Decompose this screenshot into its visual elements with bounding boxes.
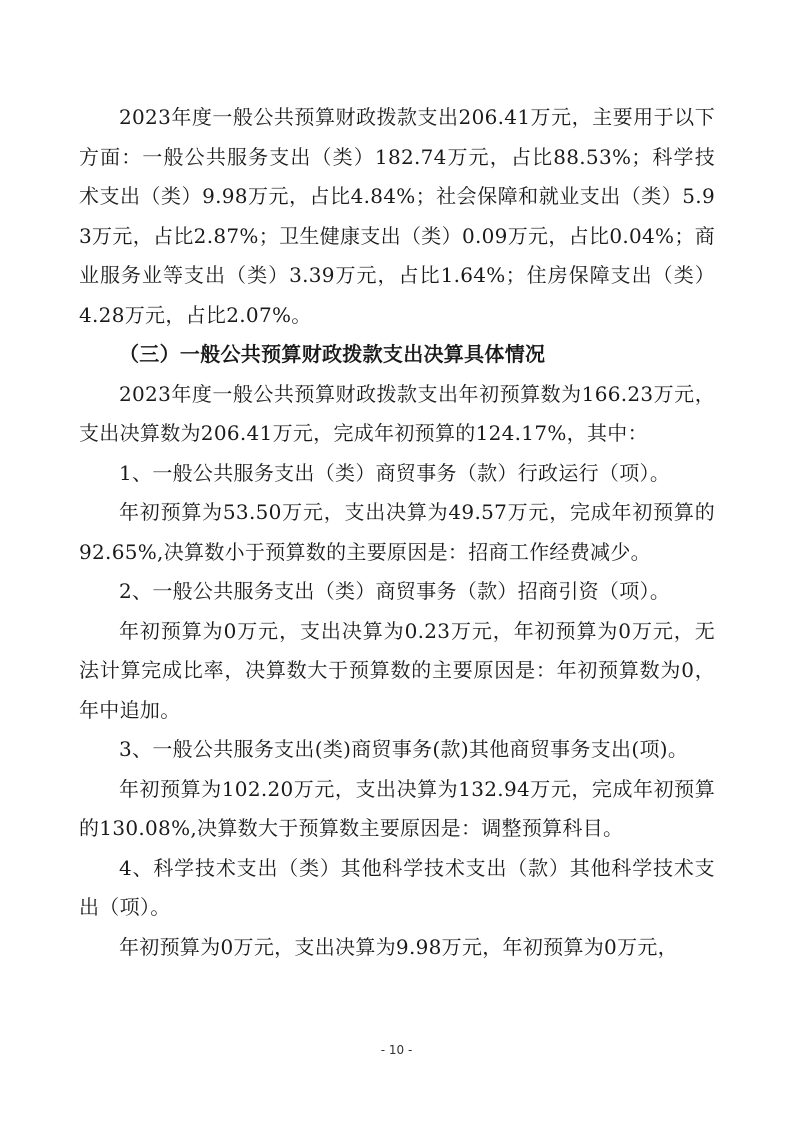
item-1-title: 1、一般公共服务支出（类）商贸事务（款）行政运行（项）。 xyxy=(119,460,671,485)
item-4-title: 4、科学技术支出（类）其他科学技术支出（款）其他科学技术支出（项）。 xyxy=(79,855,715,919)
paragraph-budget-overview: 2023年度一般公共预算财政拨款支出年初预算数为166.23万元，支出决算数为206.41万元，完成年初预算的124.17%，其中： xyxy=(79,381,715,445)
item-2-detail: 年初预算为0万元，支出决算为0.23万元，年初预算为0万元，无法计算完成比率，决算数大于预算数的主要原因是：年初预算数为0，年中追加。 xyxy=(79,618,715,722)
section-heading-3: （三）一般公共预算财政拨款支出决算具体情况 xyxy=(119,342,546,366)
item-3-title: 3、一般公共服务支出(类)商贸事务(款)其他商贸事务支出(项)。 xyxy=(119,737,689,761)
document-body xyxy=(79,98,715,967)
item-3-detail: 年初预算为102.20万元，支出决算为132.94万元，完成年初预算的130.08%,决算数大于预算数主要原因是：调整预算科目。 xyxy=(79,776,715,840)
item-4-detail: 年初预算为0万元，支出决算为9.98万元，年初预算为0万元， xyxy=(119,934,678,959)
item-1-detail: 年初预算为53.50万元，支出决算为49.57万元，完成年初预算的92.65%,决算数小于预算数的主要原因是：招商工作经费减少。 xyxy=(79,500,715,564)
page-number: - 10 - xyxy=(380,1043,413,1057)
item-2-title: 2、一般公共服务支出（类）商贸事务（款）招商引资（项）。 xyxy=(119,579,671,603)
paragraph-expenditure-summary: 2023年度一般公共预算财政拨款支出206.41万元，主要用于以下方面：一般公共服务支出（类）182.74万元，占比88.53%；科学技术支出（类）9.98万元，占比4.84%；社会保障和就业支出（类）5.93万元，占比2.87%；卫生健康支出（类）0.09万元，占比0.04%；商业服务业等支出（类）3.39万元，占比1.64%；住房保障支出（类）4.28万元，占比2.07%。 xyxy=(79,105,715,327)
